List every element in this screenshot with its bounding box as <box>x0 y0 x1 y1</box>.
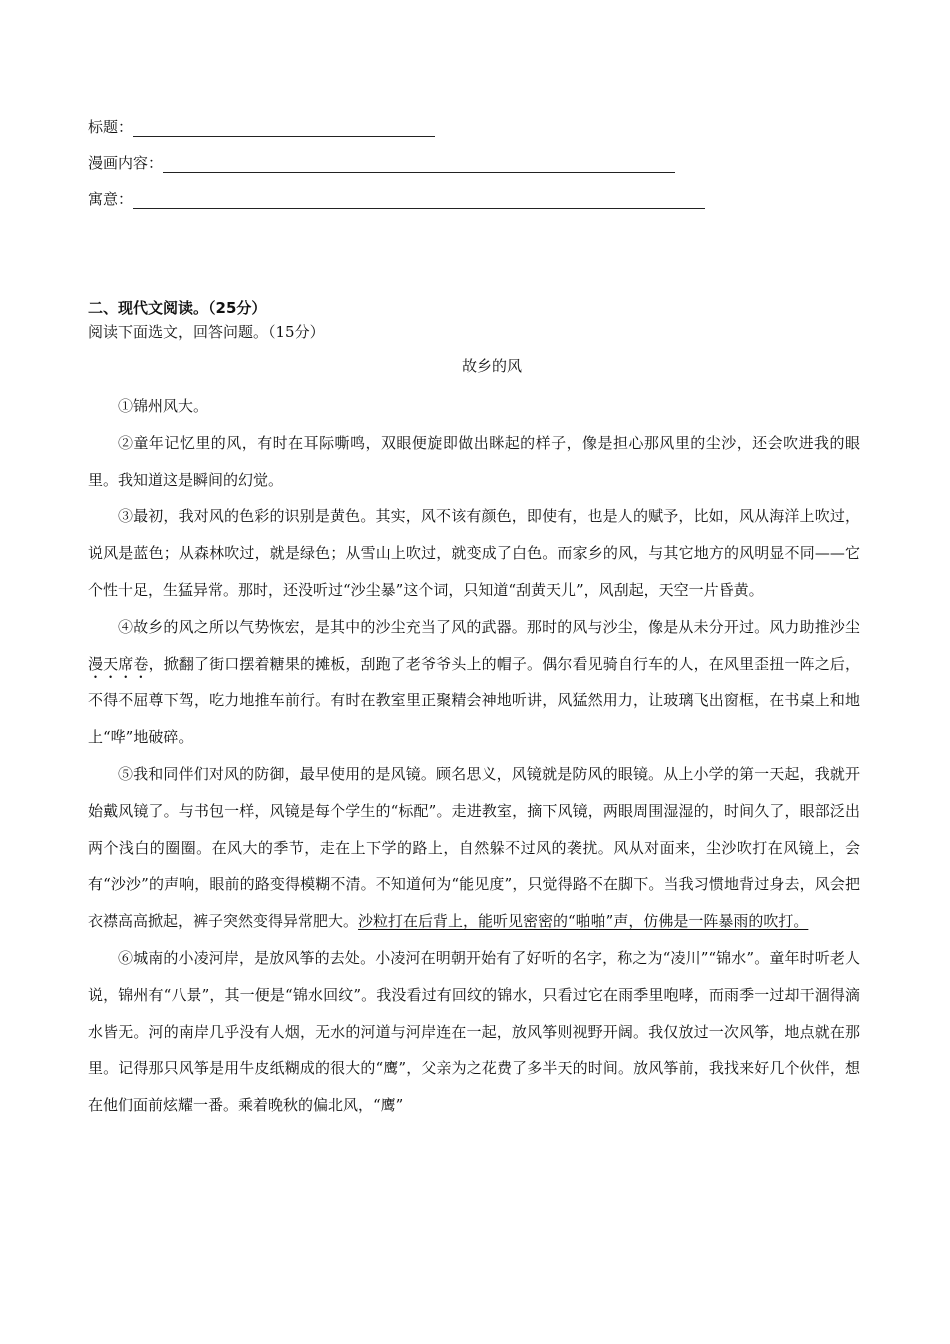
paragraph-4 <box>88 609 860 756</box>
comic-content-label: 漫画内容： <box>88 154 164 172</box>
paragraph-4-part-a: ④故乡的风之所以气势恢宏，是其中的沙尘充当了风的武器。那时的风与沙尘，像是从未分开过。风力助推沙尘 <box>118 617 860 636</box>
paragraph-3: ③最初，我对风的色彩的识别是黄色。其实，风不该有颜色，即使有，也是人的赋予，比如，风从海洋上吹过，说风是蓝色；从森林吹过，就是绿色；从雪山上吹过，就变成了白色。而家乡的风，与其它地方的风明显不同——它个性十足，生猛异常。那时，还没听过“沙尘暴”这个词，只知道“刮黄天儿”，风刮起，天空一片昏黄。 <box>88 507 860 599</box>
comic-content-fill-row <box>88 153 675 173</box>
paragraph-1: ①锦州风大。 <box>118 397 209 415</box>
paragraph-4-part-b: ，掀翻了街口摆着糖果的摊板，刮跑了老爷爷头上的帽子。偶尔看见骑自行车的人，在风里歪扭一阵之后，不得不屈尊下驾，吃力地推车前行。有时在教室里正聚精会神地听讲，风猛然用力，让玻璃飞出窗框，在书桌上和地上“哗”地破碎。 <box>88 654 860 747</box>
reading-instruction: 阅读下面选文，回答问题。（15分） <box>88 323 325 341</box>
paragraph-2: ②童年记忆里的风，有时在耳际嘶鸣，双眼便旋即做出眯起的样子，像是担心那风里的尘沙，还会吹进我的眼里。我知道这是瞬间的幻觉。 <box>88 433 860 489</box>
title-fill-row <box>88 117 435 137</box>
comic-content-blank-line[interactable] <box>163 156 675 173</box>
underlined-sentence: 沙粒打在后背上，能听见密密的“啪啪”声，仿佛是一阵暴雨的吹打。 <box>358 912 809 931</box>
paragraph-5-part-a: ⑤我和同伴们对风的防御，最早使用的是风镜。顾名思义，风镜就是防风的眼镜。从上小学的第一天起，我就开始戴风镜了。与书包一样，风镜是每个学生的“标配”。走进教室，摘下风镜，两眼周围湿湿的，时间久了，眼部泛出两个浅白的圈圈。在风大的季节，走在上下学的路上，自然躲不过风的袭扰。风从对面来，尘沙吹打在风镜上，会有“沙沙”的声响，眼前的路变得模糊不清。不知道何为“能见度”，只觉得路不在脚下。当我习惯地背过身去，风会把衣襟高高掀起，裤子突然变得异常肥大。 <box>88 764 860 931</box>
dotted-phrase: 漫天席卷 <box>88 654 149 673</box>
title-label: 标题： <box>88 118 134 136</box>
essay-title: 故乡的风 <box>461 357 522 375</box>
meaning-blank-line[interactable] <box>133 192 705 209</box>
paragraph-6: ⑥城南的小凌河岸，是放风筝的去处。小凌河在明朝开始有了好听的名字，称之为“凌川”“锦水”。童年时听老人说，锦州有“八景”，其一便是“锦水回纹”。我没看过有回纹的锦水，只看过它在雨季里咆哮，而雨季一过却干涸得滴水皆无。河的南岸几乎没有人烟，无水的河道与河岸连在一起，放风筝则视野开阔。我仅放过一次风筝，地点就在那里。记得那只风筝是用牛皮纸糊成的很大的“鹰”，父亲为之花费了多半天的时间。放风筝前，我找来好几个伙伴，想在他们面前炫耀一番。乘着晚秋的偏北风，“鹰” <box>88 948 860 1115</box>
essay-body <box>88 388 860 1124</box>
paragraph-5 <box>88 756 860 940</box>
title-blank-line[interactable] <box>133 120 435 137</box>
section-heading: 二、现代文阅读。（25分） <box>88 299 267 317</box>
meaning-fill-row <box>88 189 705 209</box>
meaning-label: 寓意： <box>88 190 134 208</box>
